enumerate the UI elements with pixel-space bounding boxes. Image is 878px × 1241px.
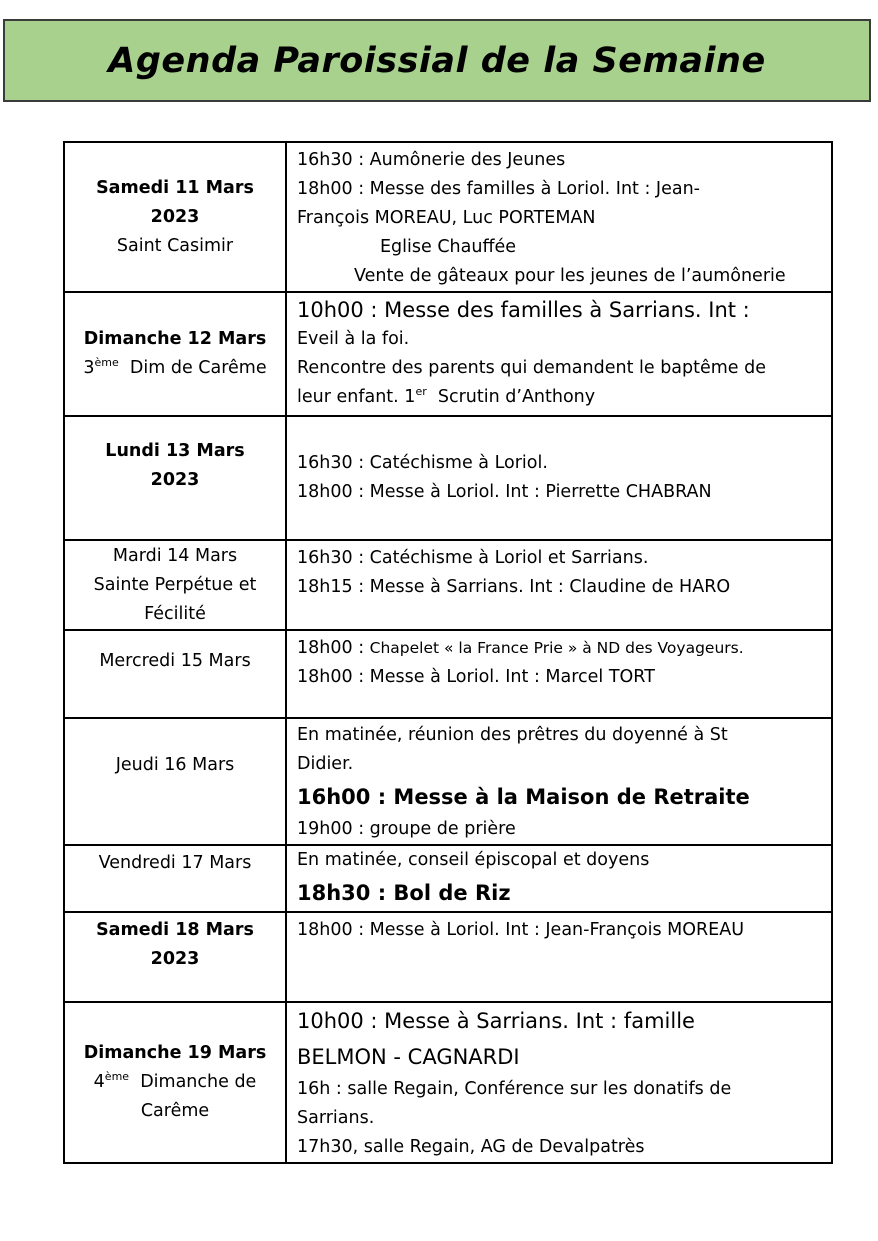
day-label-line — [65, 945, 285, 974]
event-line — [297, 1075, 829, 1104]
line-text: 19h00 : groupe de prière — [297, 819, 516, 839]
events-cell — [286, 912, 832, 1002]
line-text: Mercredi 15 Mars — [99, 651, 251, 671]
day-label-line — [65, 751, 285, 780]
line-text: 2023 — [150, 470, 200, 490]
line-text: Didier. — [297, 754, 354, 774]
day-row — [64, 292, 832, 416]
line-text: Mardi 14 Mars — [112, 545, 238, 566]
event-line — [297, 383, 829, 412]
superscript: er — [415, 385, 427, 398]
day-label-line — [65, 1097, 285, 1126]
line-prefix: leur enfant. 1 — [297, 387, 416, 407]
line-text: 18h00 : Messe à Loriol. Int : Marcel TORT — [297, 667, 655, 687]
events-cell — [286, 1002, 832, 1163]
day-label-line — [65, 203, 285, 232]
line-text: 2023 — [150, 206, 200, 227]
day-label-line — [65, 647, 285, 676]
line-text: Saint Casimir — [116, 235, 234, 256]
event-line — [297, 663, 829, 692]
title-banner — [3, 19, 871, 102]
event-line — [297, 325, 829, 354]
event-line — [297, 296, 829, 325]
line-text: Dimanche 12 Mars — [83, 329, 267, 349]
line-text: Eveil à la foi. — [297, 329, 410, 349]
day-row — [64, 630, 832, 718]
event-line — [297, 1133, 829, 1162]
event-line — [297, 750, 829, 779]
event-line — [297, 1039, 829, 1075]
line-text: 16h00 : Messe à la Maison de Retraite — [297, 785, 750, 809]
day-row — [64, 540, 832, 630]
line-text: 16h : salle Regain, Conférence sur les donatifs de — [297, 1079, 732, 1099]
line-text: Vente de gâteaux pour les jeunes de l’aumônerie — [354, 266, 786, 286]
line-text: Sarrians. — [297, 1108, 375, 1128]
line-text: 16h30 : Aumônerie des Jeunes — [297, 150, 566, 170]
line-text: Dim de Carême — [129, 358, 267, 378]
day-cell — [64, 912, 286, 1002]
day-label-line — [65, 916, 285, 945]
event-line — [297, 916, 829, 945]
day-label-line — [65, 849, 285, 878]
day-row — [64, 912, 832, 1002]
event-line — [297, 846, 829, 875]
events-cell — [286, 292, 832, 416]
day-row — [64, 142, 832, 292]
event-line — [297, 779, 829, 815]
line-text: 10h00 : Messe des familles à Sarrians. Int : — [297, 298, 750, 322]
event-line — [297, 478, 829, 507]
line-text: 16h30 : Catéchisme à Loriol. — [297, 453, 548, 473]
day-cell — [64, 292, 286, 416]
line-text: François MOREAU, Luc PORTEMAN — [297, 208, 596, 228]
event-line — [297, 815, 829, 844]
event-line — [297, 1104, 829, 1133]
line-prefix: 18h00 : — [297, 638, 370, 658]
events-cell — [286, 416, 832, 540]
line-text: 18h00 : Messe des familles à Loriol. Int : Jean- — [297, 179, 700, 199]
day-row — [64, 845, 832, 912]
line-text: 16h30 : Catéchisme à Loriol et Sarrians. — [297, 548, 649, 568]
event-line — [297, 573, 829, 602]
line-text: BELMON - CAGNARDI — [297, 1045, 520, 1069]
event-line — [297, 1003, 829, 1039]
superscript: ème — [94, 356, 119, 369]
day-label-line — [65, 174, 285, 203]
day-cell — [64, 1002, 286, 1163]
day-cell — [64, 540, 286, 630]
line-text: 18h00 : Messe à Loriol. Int : Pierrette CHABRAN — [297, 482, 712, 502]
agenda-table — [63, 141, 833, 1164]
event-line — [297, 146, 829, 175]
line-text: Vendredi 17 Mars — [98, 853, 252, 873]
events-cell — [286, 142, 832, 292]
day-label-line — [65, 325, 285, 354]
line-text: Dimanche de — [140, 1072, 257, 1092]
day-label-line — [65, 600, 285, 629]
day-row — [64, 416, 832, 540]
day-cell — [64, 845, 286, 912]
line-text: Lundi 13 Mars — [105, 441, 245, 461]
day-label-line — [65, 437, 285, 466]
event-line — [297, 449, 829, 478]
events-cell — [286, 845, 832, 912]
superscript: ème — [104, 1070, 130, 1083]
line-text: Samedi 18 Mars — [96, 920, 254, 940]
line-text: 17h30, salle Regain, AG de Devalpatrès — [297, 1137, 645, 1157]
line-text: Sainte Perpétue et — [93, 574, 257, 595]
line-text: Jeudi 16 Mars — [115, 755, 235, 775]
event-line — [297, 544, 829, 573]
line-text: Samedi 11 Mars — [96, 177, 254, 198]
line-text: En matinée, conseil épiscopal et doyens — [297, 850, 650, 870]
day-label-line — [65, 542, 285, 571]
day-row — [64, 718, 832, 845]
event-line — [297, 721, 829, 750]
line-text: Fécilité — [144, 603, 206, 624]
event-line — [297, 204, 829, 233]
event-line — [297, 634, 829, 663]
line-prefix: 3 — [83, 358, 95, 378]
line-prefix: 4 — [93, 1072, 105, 1092]
day-cell — [64, 416, 286, 540]
day-label-line — [65, 354, 285, 383]
day-cell — [64, 718, 286, 845]
line-text: Dimanche 19 Mars — [83, 1043, 267, 1063]
day-label-line — [65, 1039, 285, 1068]
line-text: Carême — [140, 1101, 210, 1121]
line-text: 18h00 : Messe à Loriol. Int : Jean-François MOREAU — [297, 920, 745, 940]
line-text: 18h15 : Messe à Sarrians. Int : Claudine de HARO — [297, 577, 731, 597]
line-text: En matinée, réunion des prêtres du doyenné à St — [297, 725, 728, 745]
line-text: 18h30 : Bol de Riz — [297, 881, 511, 905]
line-text: 10h00 : Messe à Sarrians. Int : famille — [297, 1009, 695, 1033]
event-line — [297, 175, 829, 204]
event-line — [297, 262, 829, 291]
line-text: Eglise Chauffée — [380, 237, 517, 257]
events-cell — [286, 630, 832, 718]
day-row — [64, 1002, 832, 1163]
line-text: Rencontre des parents qui demandent le baptême de — [297, 358, 767, 378]
day-label-line — [65, 1068, 285, 1097]
day-label-line — [65, 571, 285, 600]
day-cell — [64, 630, 286, 718]
day-cell — [64, 142, 286, 292]
line-text: Chapelet « la France Prie » à ND des Voyageurs. — [369, 639, 744, 657]
event-line — [297, 875, 829, 911]
event-line — [297, 354, 829, 383]
event-line — [297, 233, 829, 262]
line-text: Scrutin d’Anthony — [437, 387, 596, 407]
events-cell — [286, 540, 832, 630]
page-title: Agenda Paroissial de la Semaine — [108, 40, 766, 81]
line-text: 2023 — [150, 949, 200, 969]
day-label-line — [65, 466, 285, 495]
day-label-line — [65, 232, 285, 261]
events-cell — [286, 718, 832, 845]
